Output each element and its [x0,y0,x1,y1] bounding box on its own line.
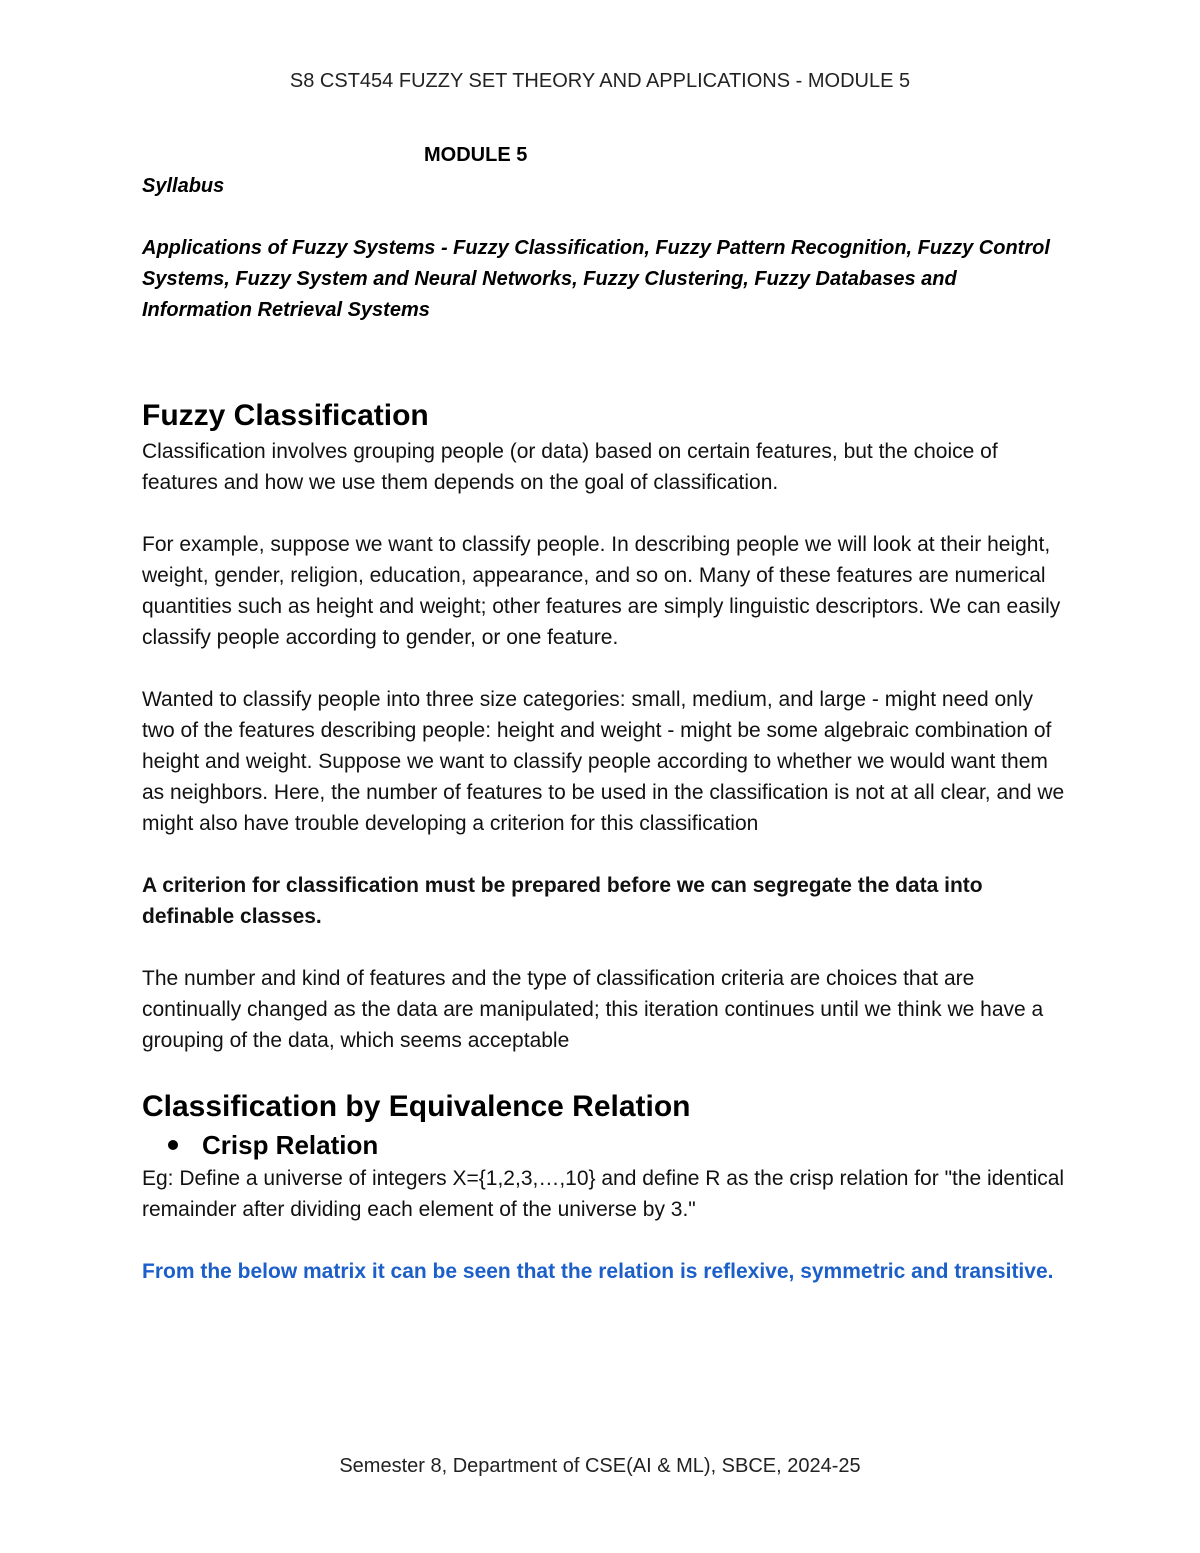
paragraph-classification-intro: Classification involves grouping people (or data) based on certain features, but the choice of features and how we use them depends on the goal of classification. [142,440,998,494]
paragraph-iteration: The number and kind of features and the type of classification criteria are choices that are continually changed as the data are manipulated; this iteration continues until we think we have a grouping of the data, which seems acceptable [142,967,1044,1052]
page-footer: Semester 8, Department of CSE(AI & ML), SBCE, 2024-25 [339,1455,861,1477]
syllabus-text: Applications of Fuzzy Systems - Fuzzy Classification, Fuzzy Pattern Recognition, Fuzzy Control Systems, Fuzzy System and Neural Networks, Fuzzy Clustering, Fuzzy Databases and Information Retrieval Systems [142,237,1050,321]
bullet-item-crisp-relation [142,1127,1067,1163]
document-body [142,140,1067,1287]
bullet-dot-icon [168,1140,178,1150]
paragraph-classification-example: For example, suppose we want to classify people. In describing people we will look at their height, weight, gender, religion, education, appearance, and so on. Many of these features are numerical quantities such as height and weight; other features are simply linguistic descriptors. We can easily classify people according to gender, or one feature. [142,533,1061,649]
syllabus-label: Syllabus [142,175,225,197]
paragraph-matrix-note: From the below matrix it can be seen that the relation is reflexive, symmetric and transitive. [142,1260,1054,1283]
paragraph-criterion-bold: A criterion for classification must be prepared before we can segregate the data into definable classes. [142,874,983,928]
paragraph-size-categories: Wanted to classify people into three size categories: small, medium, and large - might need only two of the features describing people: height and weight - might be some algebraic combination of height and weight. Suppose we want to classify people according to whether we would want them as neighbors. Here, the number of features to be used in the classification is not at all clear, and we might also have trouble developing a criterion for this classification [142,688,1065,835]
paragraph-example: Eg: Define a universe of integers X={1,2,3,…,10} and define R as the crisp relation for "the identical remainder after dividing each element of the universe by 3." [142,1167,1065,1221]
section-heading-fuzzy-classification: Fuzzy Classification [142,399,429,432]
page-header: S8 CST454 FUZZY SET THEORY AND APPLICATIONS - MODULE 5 [289,70,911,92]
bullet-label: Crisp Relation [202,1129,379,1160]
module-title: MODULE 5 [424,144,528,166]
section-heading-equivalence-relation: Classification by Equivalence Relation [142,1090,691,1123]
